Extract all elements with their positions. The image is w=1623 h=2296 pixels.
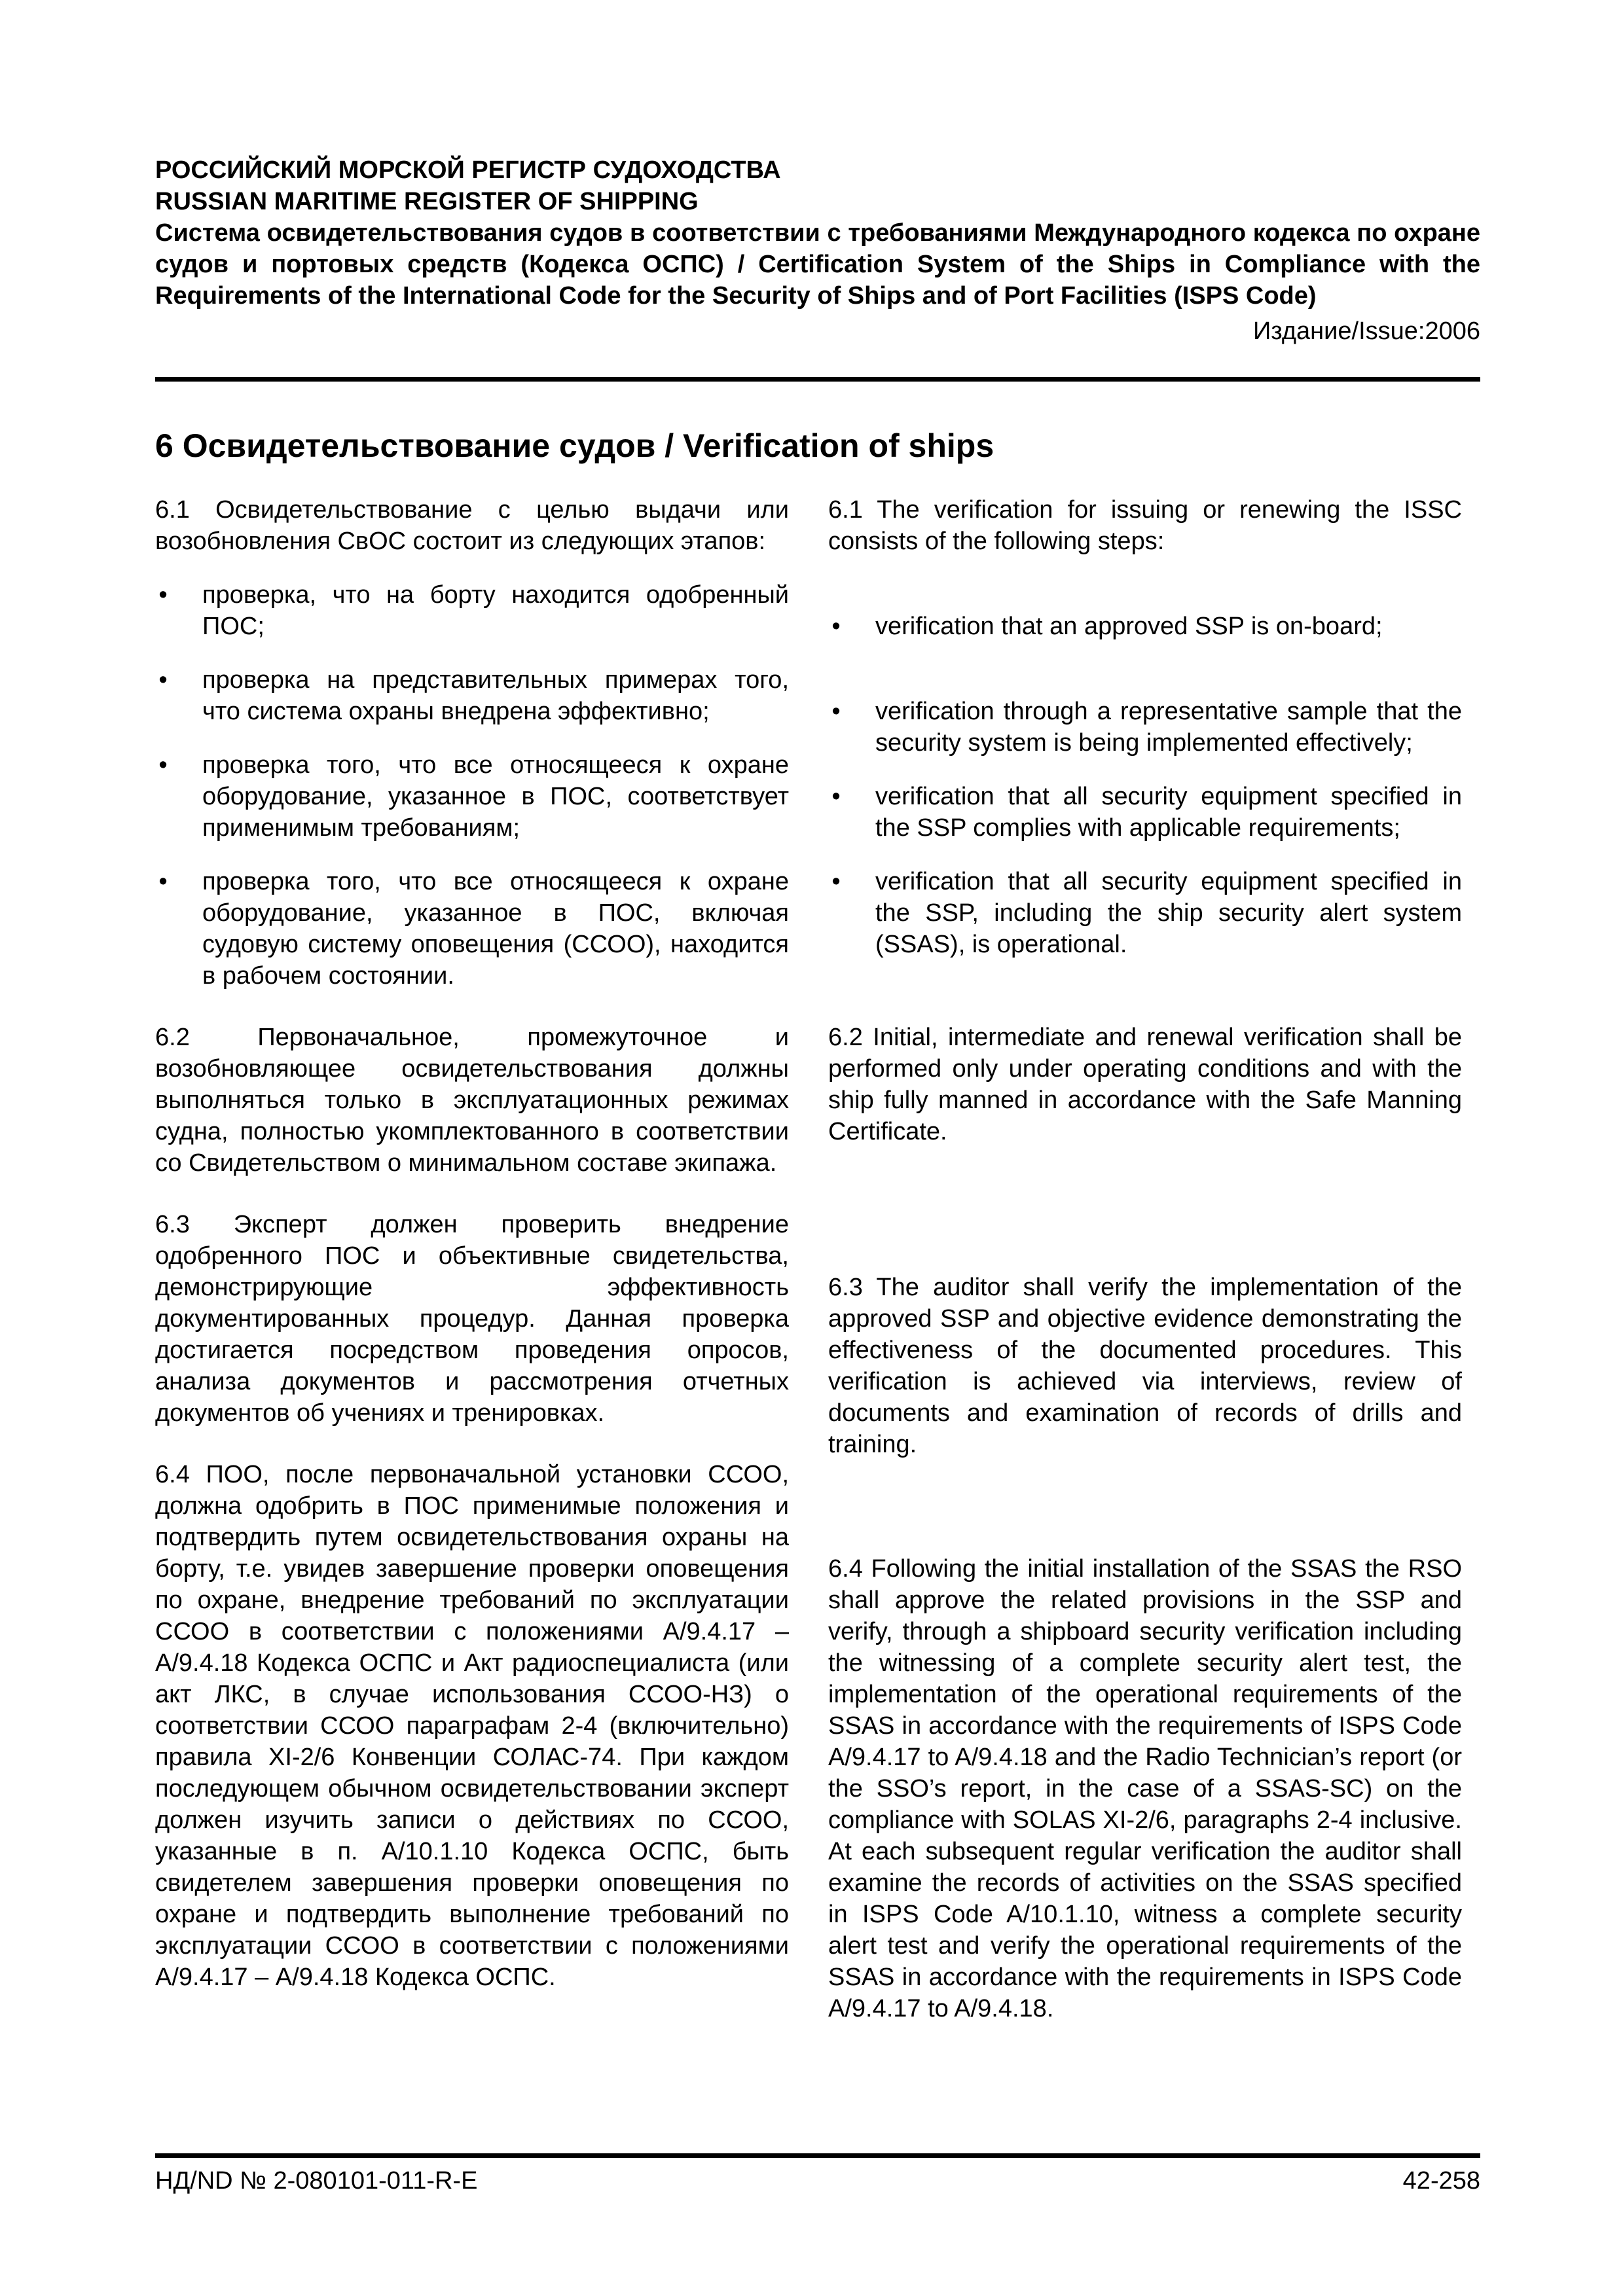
ru-paragraph-6-3: 6.3 Эксперт должен проверить внедрение одобренного ПОС и объективные свидетельства, демонстрирующие эффективность документированных процедур. Данная проверка достигается посредством проведения опросов, анализа документов и рассмотрения отчетных документов об учениях и тренировках. <box>155 1211 789 1427</box>
en-paragraph-6-4: 6.4 Following the initial installation of the SSAS the RSO shall approve the related provisions in the SSP and verify, through a shipboard security verification including the witnessing of a complete security alert test, the implementation of the operational requirements of the SSAS in accordance with the requirements of ISPS Code A/9.4.17 to A/9.4.18 and the Radio Technician’s report (or the SSO’s report, in the case of a SSAS-SC) on the compliance with SOLAS XI-2/6, paragraphs 2-4 inclusive. At each subsequent regular verification the auditor shall examine the records of activities on the SSAS specified in ISPS Code A/10.1.10, witness a complete security alert test and verify the operational requirements of the SSAS in accordance with the requirements in ISPS Code A/9.4.17 to A/9.4.18. <box>828 1555 1462 2022</box>
ru-bullet-text: проверка того, что все относящееся к охране оборудование, указанное в ПОС, включая судовую систему оповещения (ССОО), находится в рабочем состоянии. <box>202 868 789 990</box>
org-name-en: RUSSIAN MARITIME REGISTER OF SHIPPING <box>155 188 699 215</box>
english-column <box>828 494 1462 2024</box>
document-number: НД/ND № 2-080101-011-R-E <box>155 2167 478 2195</box>
en-paragraph-6-1: 6.1 The verification for issuing or renewing the ISSC consists of the following steps: <box>828 496 1462 555</box>
list-item <box>828 781 1462 844</box>
en-bullet-text: verification through a representative sample that the security system is being implemented effectively; <box>875 698 1462 757</box>
ru-bullet-text: проверка, что на борту находится одобренный ПОС; <box>202 581 789 640</box>
ru-paragraph-6-2: 6.2 Первоначальное, промежуточное и возобновляющее освидетельствования должны выполняться только в эксплуатационных режимах судна, полностью укомплектованного в соответствии со Свидетельством о минимальном составе экипажа. <box>155 1024 789 1177</box>
bullet-icon: • <box>831 698 841 725</box>
en-bullet-list <box>828 611 1462 960</box>
bullet-icon: • <box>158 581 168 609</box>
ru-bullet-list <box>155 579 789 992</box>
list-item <box>155 749 789 844</box>
en-bullet-text: verification that an approved SSP is on-board; <box>875 613 1383 640</box>
issue-label: Издание/Issue:2006 <box>1252 317 1480 345</box>
list-item <box>155 579 789 642</box>
list-item <box>828 611 1462 642</box>
en-paragraph-6-2: 6.2 Initial, intermediate and renewal verification shall be performed only under operating conditions and with the ship fully manned in accordance with the Safe Manning Certificate. <box>828 1024 1462 1145</box>
document-subtitle: Система освидетельствования судов в соответствии с требованиями Международного кодекса по охране судов и портовых средств (Кодекса ОСПС) / Certification System of the Ships in Compliance with the Requirements of the International Code for the Security of Ships and of Port Facilities (ISPS Code) <box>155 219 1480 310</box>
list-item <box>828 696 1462 759</box>
en-bullet-text: verification that all security equipment specified in the SSP complies with applicable requirements; <box>875 783 1462 842</box>
en-bullet-text: verification that all security equipment specified in the SSP, including the ship security alert system (SSAS), is operational. <box>875 868 1462 958</box>
bullet-icon: • <box>158 751 168 779</box>
bullet-icon: • <box>831 868 841 895</box>
org-name-ru: РОССИЙСКИЙ МОРСКОЙ РЕГИСТР СУДОХОДСТВА <box>155 156 781 184</box>
section-title: 6 Освидетельствование судов / Verification of ships <box>155 427 994 464</box>
ru-paragraph-6-4: 6.4 ПОО, после первоначальной установки ССОО, должна одобрить в ПОС применимые положения и подтвердить путем освидетельствования охраны на борту, т.е. увидев завершение проверки оповещения по охране, внедрение требований по эксплуатации ССОО в соответствии с положениями А/9.4.17 – А/9.4.18 Кодекса ОСПС и Акт радиоспециалиста (или акт ЛКС, в случае использования ССОО-НЗ) о соответствии ССОО параграфам 2-4 (включительно) правила XI-2/6 Конвенции СОЛАС-74. При каждом последующем обычном освидетельствовании эксперт должен изучить записи о действиях по ССОО, указанные в п. А/10.1.10 Кодекса ОСПС, быть свидетелем завершения проверки оповещения по охране и подтвердить выполнение требований по эксплуатации ССОО в соответствии с положениями А/9.4.17 – А/9.4.18 Кодекса ОСПС. <box>155 1461 789 1991</box>
list-item <box>155 664 789 727</box>
list-item <box>155 866 789 992</box>
bullet-icon: • <box>831 783 841 810</box>
ru-bullet-text: проверка того, что все относящееся к охране оборудование, указанное в ПОС, соответствует применимым требованиям; <box>202 751 789 842</box>
ru-paragraph-6-1: 6.1 Освидетельствование с целью выдачи или возобновления СвОС состоит из следующих этапов: <box>155 496 789 555</box>
bullet-icon: • <box>158 868 168 895</box>
page-number: 42-258 <box>1402 2167 1480 2195</box>
bullet-icon: • <box>831 613 841 640</box>
document-header <box>155 154 1480 347</box>
header-divider <box>155 377 1480 382</box>
ru-bullet-text: проверка на представительных примерах того, что система охраны внедрена эффективно; <box>202 666 789 725</box>
footer-divider <box>155 2153 1480 2158</box>
russian-column <box>155 494 789 1993</box>
bullet-icon: • <box>158 666 168 694</box>
list-item <box>828 866 1462 960</box>
en-paragraph-6-3: 6.3 The auditor shall verify the implementation of the approved SSP and objective evidence demonstrating the effectiveness of the documented procedures. This verification is achieved via interviews, review of documents and examination of records of drills and training. <box>828 1274 1462 1458</box>
